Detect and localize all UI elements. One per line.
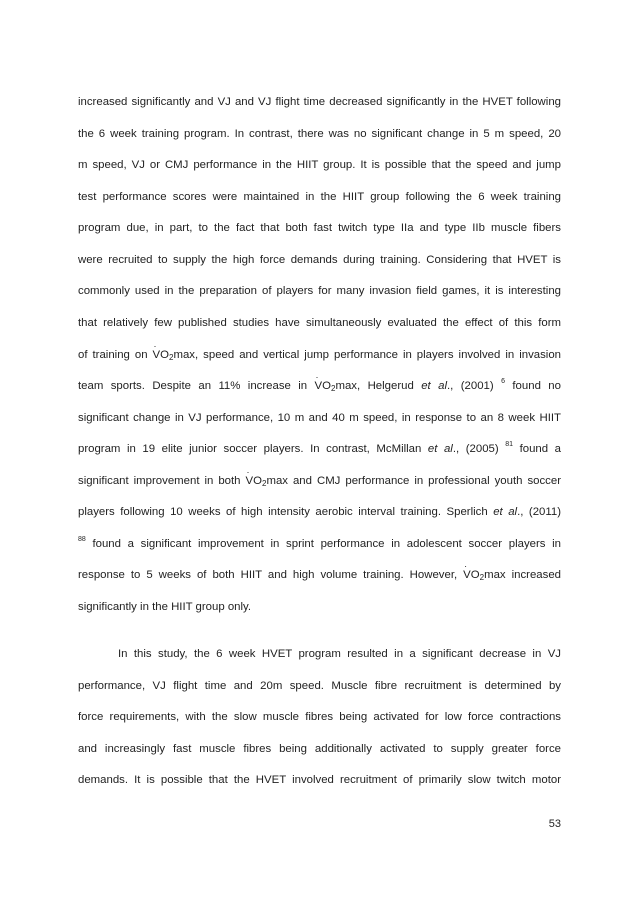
vo2-symbol: · V	[245, 467, 254, 487]
paragraph-line-2: the 6 week training program. In contrast, there was no significant change in 5 m speed, 20	[78, 128, 561, 140]
paragraph-line-21: and increasingly fast muscle fibres being additionally activated to supply greater force	[78, 743, 561, 755]
page-number: 53	[548, 818, 561, 830]
paragraph-line-4: test performance scores were maintained in the HIIT group following the 6 week training	[78, 191, 561, 203]
paragraph-line-14: players following 10 weeks of high intensity aerobic interval training. Sperlich et al., (2011)	[78, 506, 562, 518]
paragraph-line-8: that relatively few published studies have simultaneously evaluated the effect of this form	[78, 317, 561, 329]
paragraph-line-1: increased significantly and VJ and VJ flight time decreased significantly in the HVET following	[78, 96, 561, 108]
vo2-symbol: · V	[152, 341, 161, 361]
paragraph-line-17: significantly in the HIIT group only.	[78, 601, 252, 613]
paragraph-line-22: demands. It is possible that the HVET involved recruitment of primarily slow twitch motor	[78, 774, 561, 786]
paragraph-line-15: $^{88}$ found a significant improvement in sprint performance in adolescent soccer players in	[78, 536, 561, 550]
paragraph-line-11: significant change in VJ performance, 10 m and 40 m speed, in response to an 8 week HIIT	[78, 412, 561, 424]
paragraph-line-19: performance, VJ flight time and 20m speed. Muscle fibre recruitment is determined by	[78, 680, 561, 692]
vo2-symbol: · V	[314, 372, 323, 392]
paragraph-line-5: program due, in part, to the fact that both fast twitch type IIa and type IIb muscle fibers	[78, 222, 561, 234]
paragraph-line-13: significant improvement in both · $VO_2\max$ and CMJ performance in professional youth soccer	[78, 467, 561, 488]
citation-superscript: 88	[78, 536, 86, 543]
paragraph-line-7: commonly used in the preparation of players for many invasion field games, it is interesting	[78, 285, 561, 297]
citation-superscript: 6	[501, 378, 505, 385]
paragraph-line-20: force requirements, with the slow muscle fibres being activated for low force contractions	[78, 711, 561, 723]
paragraph-line-3: m speed, VJ or CMJ performance in the HIIT group. It is possible that the speed and jump	[78, 159, 561, 171]
paragraph-line-6: were recruited to supply the high force demands during training. Considering that HVET is	[78, 254, 561, 266]
paragraph-line-10: team sports. Despite an 11% increase in · $VO_2\max$, Helgerud et al., (2001) $^6$ found no	[78, 372, 561, 393]
paragraph-line-9: of training on · $VO_2\max$, speed and vertical jump performance in players involved in invasion	[78, 341, 561, 362]
paragraph-line-16: response to 5 weeks of both HIIT and high volume training. However, · $VO_2\max$ increased	[78, 561, 561, 582]
citation-superscript: 81	[505, 441, 514, 448]
paragraph-line-12: program in 19 elite junior soccer players. In contrast, McMillan et al., (2005) $^{81}$ found a	[78, 441, 562, 455]
vo2-symbol: · V	[463, 561, 471, 581]
paragraph-line-18: In this study, the 6 week HVET program resulted in a significant decrease in VJ	[118, 648, 561, 660]
